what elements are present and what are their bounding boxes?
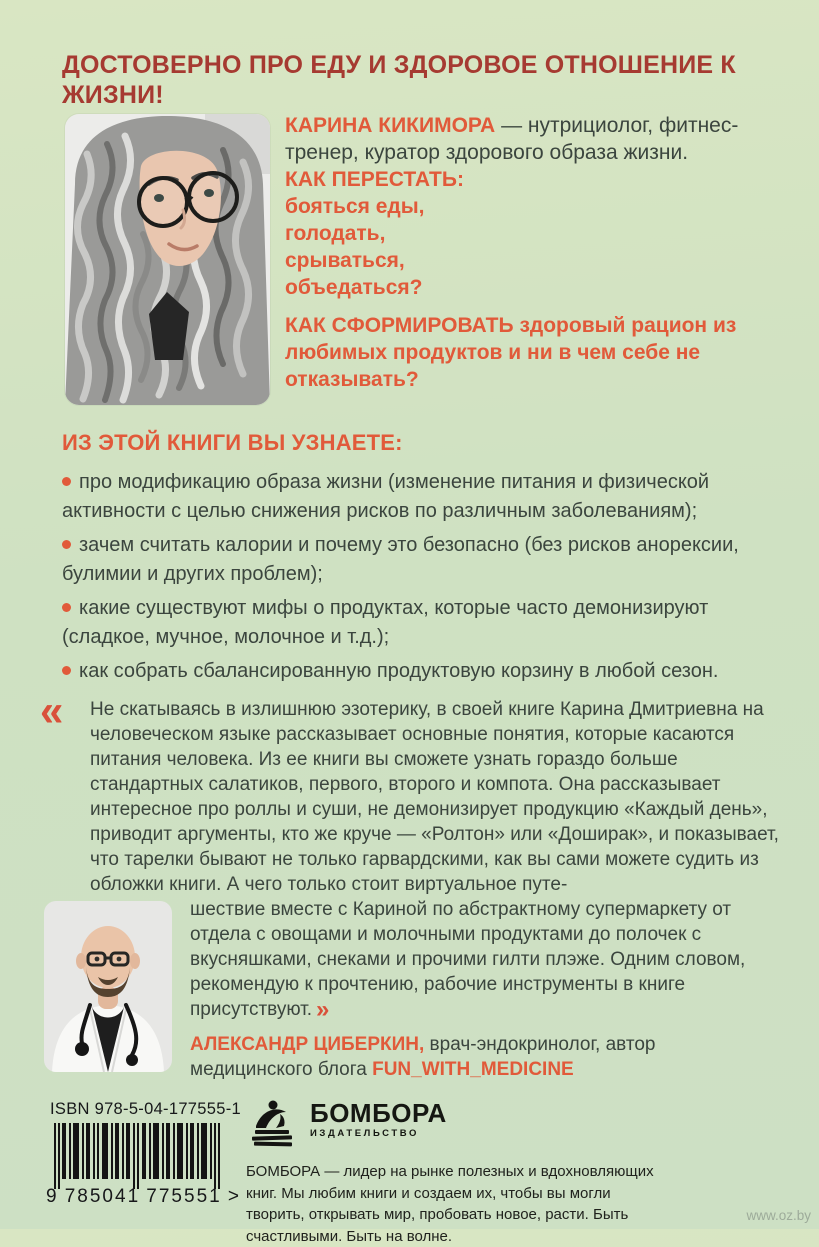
open-quote-icon: « [40, 685, 61, 736]
publisher-logo-text [310, 1100, 447, 1139]
barcode-arrow: > [227, 1186, 241, 1207]
author-intro [285, 112, 770, 393]
barcode-image [46, 1123, 232, 1195]
bombora-logo-icon [246, 1100, 300, 1148]
learn-item [62, 531, 768, 589]
learn-item-text: как собрать сбалансированную продуктовую корзину в любой сезон. [79, 660, 719, 682]
publisher-logo-row [246, 1100, 726, 1148]
bullet-icon [62, 540, 71, 549]
isbn-text: ISBN 978-5-04-177555-1 [50, 1100, 241, 1118]
publisher-block [246, 1100, 726, 1247]
learn-section [62, 430, 768, 691]
stop-item: объедаться? [285, 276, 423, 299]
learn-item-text: про модификацию образа жизни (изменение питания и физической активности с целью снижения рисков по различным заболеваниям); [62, 471, 710, 522]
learn-item [62, 468, 768, 526]
isbn-barcode-block [46, 1100, 241, 1208]
publisher-name: БОМБОРА [310, 1098, 447, 1128]
learn-title: ИЗ ЭТОЙ КНИГИ ВЫ УЗНАЕТЕ: [62, 430, 403, 455]
bullet-icon [62, 666, 71, 675]
publisher-about: БОМБОРА — лидер на рынке полезных и вдохновляющих книг. Мы любим книги и создаем их, чтобы вы могли творить, открывать мир, пробовать новое, расти. Быть счастливыми. Быть на волне. [246, 1163, 654, 1245]
stop-item: срываться, [285, 249, 405, 272]
how-to-form-lead: КАК СФОРМИРОВАТЬ [285, 314, 514, 337]
barcode-digit-group: 9 [46, 1186, 59, 1207]
bullet-icon [62, 603, 71, 612]
review-part2-text: шествие вместе с Кариной по абстрактному супермаркету от отдела с овощами и молочными продуктами до полочек с вкусняшками, снеками и прочими гилти плэже. Одним словом, рекомендую к прочтению, рабочие инструменты в книге присутствуют. [190, 899, 746, 1020]
review-text-part2 [90, 897, 780, 1022]
author-name: КАРИНА КИКИМОРА [285, 114, 496, 137]
headline: ДОСТОВЕРНО ПРО ЕДУ И ЗДОРОВОЕ ОТНОШЕНИЕ К ЖИЗНИ! [62, 51, 736, 109]
how-to-stop-title: КАК ПЕРЕСТАТЬ: [285, 168, 464, 191]
barcode-digit-group: 775551 [146, 1186, 222, 1207]
author-photo [65, 114, 270, 405]
stop-item: голодать, [285, 222, 386, 245]
bullet-icon [62, 477, 71, 486]
barcode-digit-group: 785041 [64, 1186, 141, 1207]
how-to-form-rest: здоровый рацион из любимых продуктов и ни в чем себе не отказывать? [285, 314, 737, 391]
reviewer-role: врач-эндокринолог, автор медицинского блога [190, 1034, 656, 1080]
review-quote [40, 685, 780, 1082]
review-attribution [90, 1032, 780, 1082]
learn-item [62, 594, 768, 652]
doctor-portrait-image [44, 901, 172, 1072]
reviewer-photo [44, 901, 172, 1072]
learn-item-text: какие существуют мифы о продуктах, которые часто демонизируют (сладкое, мучное, молочное и т.д.); [62, 597, 709, 648]
author-intro-line [285, 112, 770, 166]
how-to-form-question [285, 312, 755, 393]
learn-item [62, 657, 768, 686]
review-bottom [90, 897, 780, 1082]
watermark: www.oz.by [746, 1208, 811, 1223]
learn-item-text: зачем считать калории и почему это безопасно (без рисков анорексии, булимии и других проблем); [62, 534, 739, 585]
stop-item: бояться еды, [285, 195, 425, 218]
reviewer-name: АЛЕКСАНДР ЦИБЕРКИН, [190, 1034, 425, 1055]
woman-portrait-image [65, 114, 270, 405]
author-description: — нутрициолог, фитнес-тренер, куратор здорового образа жизни. [285, 114, 739, 164]
publisher-type: ИЗДАТЕЛЬСТВО [310, 1128, 419, 1139]
review-text-part1: Не скатываясь в излишнюю эзотерику, в своей книге Карина Дмитриевна на человеческом языке рассказывает основные понятия, которые касаются питания человека. Из ее книги вы сможете узнать гораздо больше стандартных салатиков, первого, второго и компота. Она рассказывает интересное про роллы и суши, не демонизирует продукцию «Каждый день», приводит аргументы, кто же круче — «Ролтон» или «Доширак», и показывает, что тарелки бывают не только гарвардскими, как вы сами можете судить из обложки книги. А чего только стоит виртуальное путе- [90, 699, 779, 895]
close-quote-icon: » [316, 996, 328, 1023]
reviewer-blog: FUN_WITH_MEDICINE [372, 1059, 574, 1080]
